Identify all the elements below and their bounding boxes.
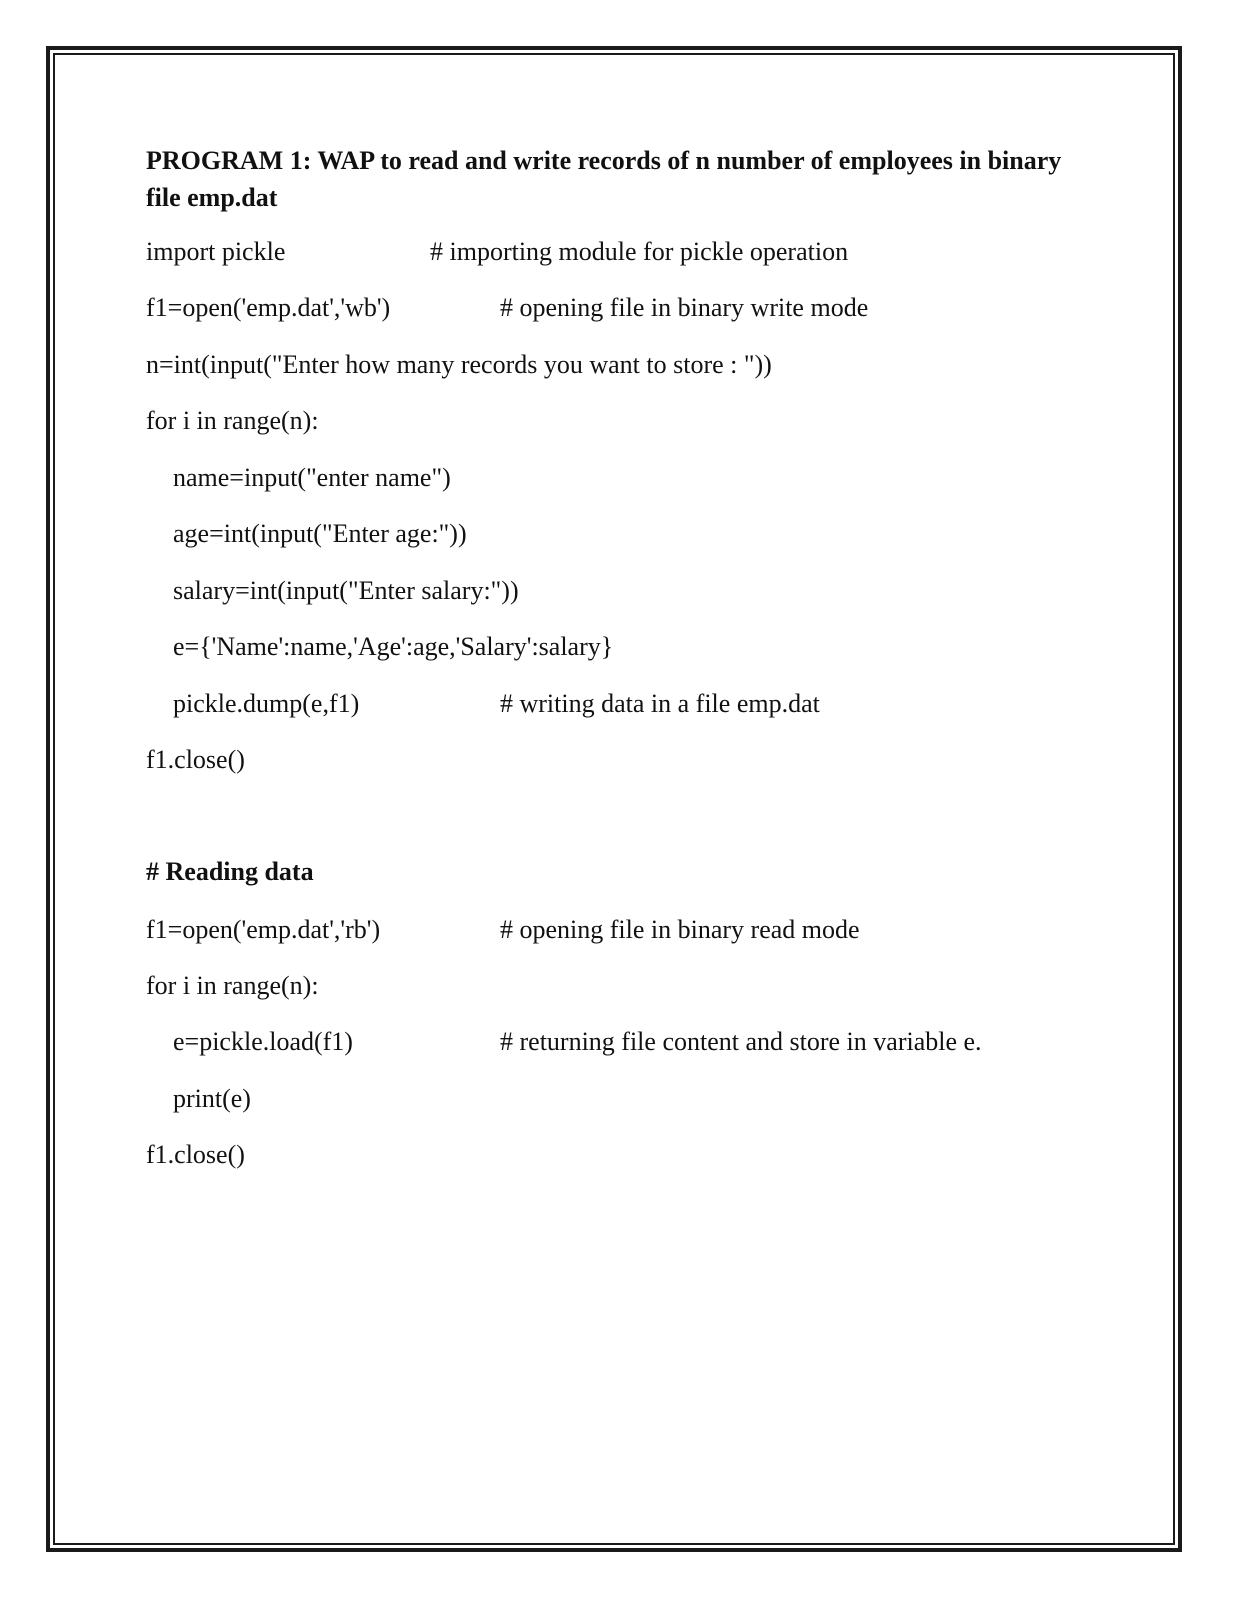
comment-dump: # writing data in a file emp.dat (500, 689, 820, 718)
code-age-input: age=int(input("Enter age:")) (173, 519, 467, 548)
comment-open-read: # opening file in binary read mode (500, 915, 860, 944)
code-open-read: f1=open('emp.dat','rb') (146, 915, 381, 944)
code-close-write: f1.close() (146, 745, 245, 774)
program-title: PROGRAM 1: WAP to read and write records of n number of employees in binary file emp.dat (146, 146, 1062, 212)
reading-heading: # Reading data (146, 857, 314, 886)
page-border-inner (53, 53, 1175, 1545)
comment-load: # returning file content and store in variable e. (500, 1027, 982, 1056)
comment-import: # importing module for pickle operation (430, 237, 849, 266)
code-print: print(e) (173, 1084, 251, 1113)
code-input-n: n=int(input("Enter how many records you want to store : ")) (146, 350, 772, 379)
code-for-write: for i in range(n): (146, 406, 319, 435)
code-import: import pickle (146, 237, 286, 266)
code-dump: pickle.dump(e,f1) (173, 689, 360, 718)
code-for-read: for i in range(n): (146, 971, 319, 1000)
code-name-input: name=input("enter name") (173, 463, 451, 492)
code-salary-input: salary=int(input("Enter salary:")) (173, 576, 519, 605)
code-load: e=pickle.load(f1) (173, 1027, 353, 1056)
comment-open-write: # opening file in binary write mode (500, 293, 869, 322)
code-close-read: f1.close() (146, 1140, 245, 1169)
code-dict: e={'Name':name,'Age':age,'Salary':salary} (173, 632, 614, 661)
code-open-write: f1=open('emp.dat','wb') (146, 293, 391, 322)
